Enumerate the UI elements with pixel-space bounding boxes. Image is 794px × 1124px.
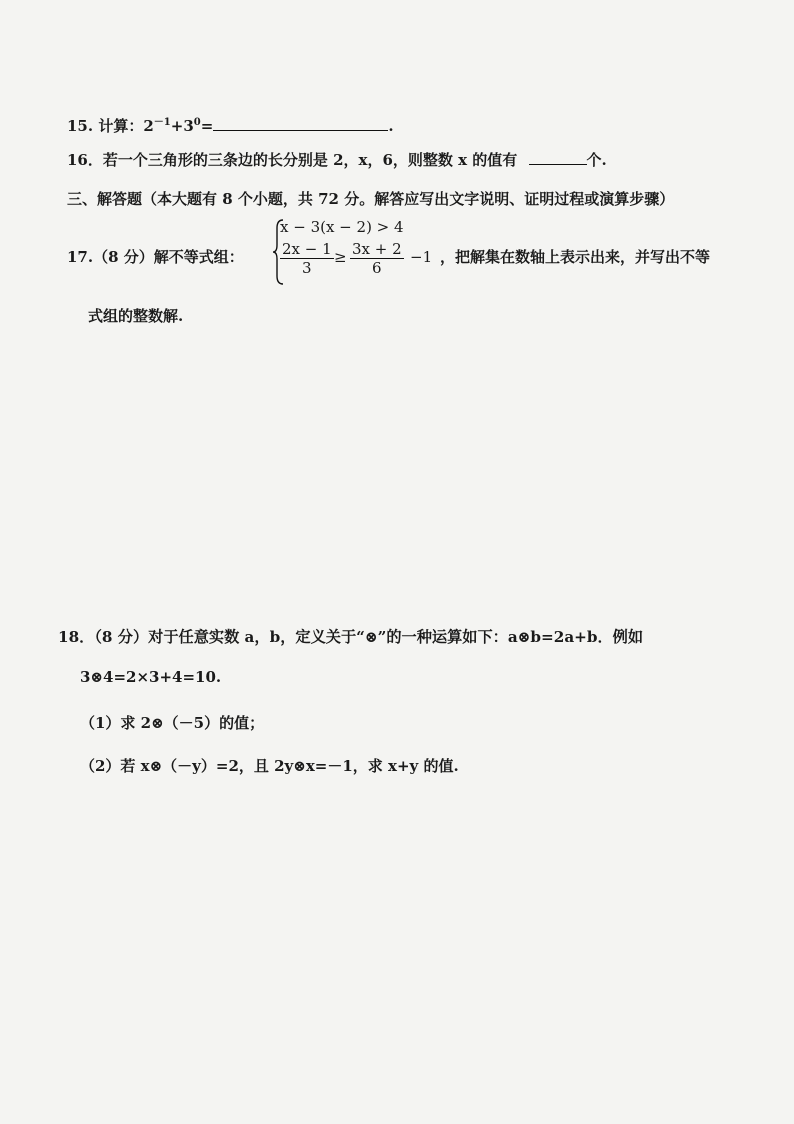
question-17-after: ，把解集在数轴上表示出来，并写出不等 <box>440 248 711 266</box>
inequality-system <box>272 218 437 286</box>
answer-blank[interactable] <box>529 150 587 165</box>
question-text: 16．若一个三角形的三条边的长分别是 2，x，6，则整数 x 的值有 <box>67 151 518 169</box>
fraction-denominator: 6 <box>372 259 382 277</box>
relation-symbol: ≥ <box>334 248 347 266</box>
question-16 <box>67 149 607 170</box>
question-end: 个. <box>586 151 607 169</box>
question-18-line1: 18．（8 分）对于任意实数 a，b，定义关于“⊗”的一种运算如下：a⊗b=2a+b．例如 <box>58 628 644 646</box>
question-17-line2: 式组的整数解. <box>88 307 184 325</box>
expr-exponent-2: 0 <box>193 117 201 128</box>
question-end: . <box>388 117 394 135</box>
fraction-lhs <box>280 240 334 277</box>
fraction-numerator: 2x − 1 <box>282 240 332 258</box>
fraction-numerator: 3x + 2 <box>352 240 402 258</box>
question-17-label: 17.（8 分）解不等式组： <box>67 248 244 266</box>
expr-base-2: 3 <box>183 117 194 135</box>
expr-exponent-1: －1 <box>153 117 171 128</box>
question-18-part1: （1）求 2⊗（－5）的值； <box>80 714 265 732</box>
question-15 <box>67 113 394 136</box>
fraction-rhs <box>350 240 404 277</box>
expr-base-1: 2 <box>143 117 154 135</box>
inequality-1: x − 3(x − 2) > 4 <box>280 218 404 236</box>
section-heading: 三、解答题（本大题有 8 个小题，共 72 分。解答应写出文字说明、证明过程或演算步骤） <box>67 190 675 208</box>
inequality-tail: −1 <box>410 248 433 266</box>
expr-plus: + <box>170 117 184 135</box>
expr-equals: = <box>200 117 214 135</box>
question-label: 计算： <box>98 117 144 135</box>
answer-blank[interactable] <box>213 116 388 131</box>
question-18-line2: 3⊗4=2×3+4=10. <box>80 668 222 686</box>
question-number: 15. <box>67 117 94 135</box>
question-18-part2: （2）若 x⊗（－y）=2，且 2y⊗x=－1，求 x+y 的值. <box>80 757 459 775</box>
fraction-denominator: 3 <box>302 259 312 277</box>
